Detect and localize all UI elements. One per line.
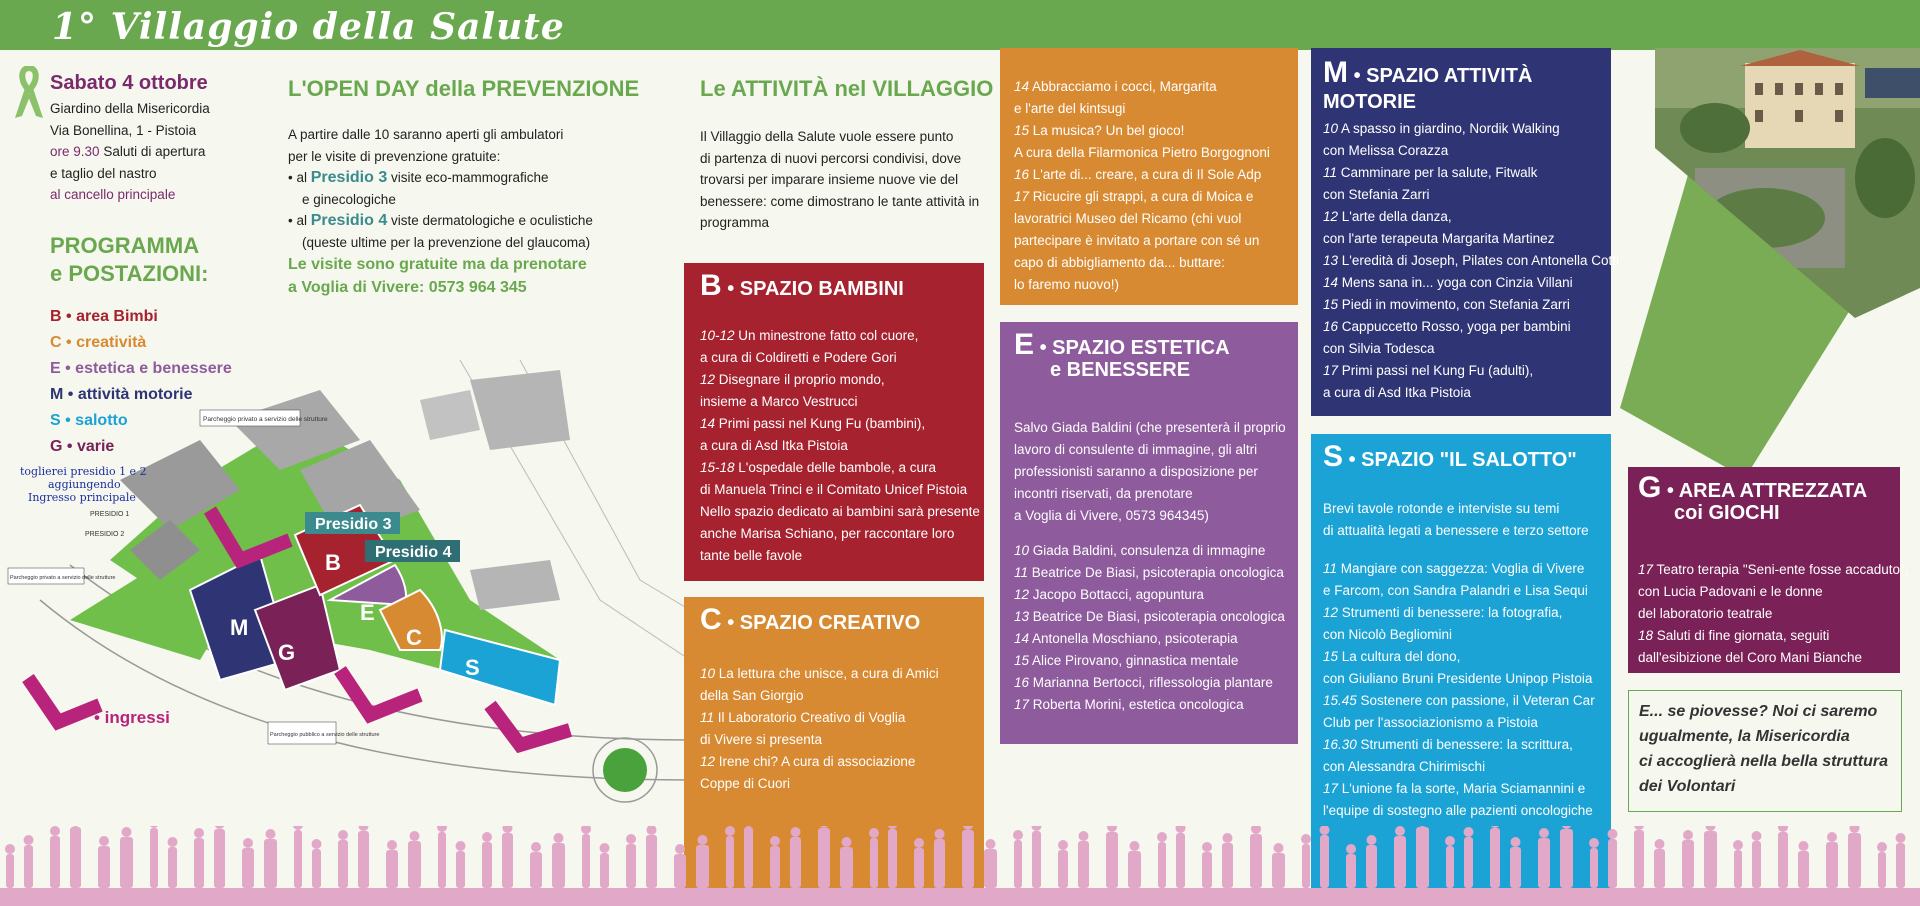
map-zone-e: E (360, 600, 375, 625)
map-zone-m: M (230, 615, 249, 640)
spazio-bambini-list: 10-12 Un minestrone fatto col cuore, a cura di Coldiretti e Podere Gori 12 Disegnare il proprio mondo, insieme a Marco Vestrucci 14 Primi passi nel Kung Fu (bambini), a cura di Asd Itka Pistoia 15-18 L'ospedale delle bambole, a cura di Manuela Trinci e il Comitato Unicef Pistoia Nello spazio dedicato ai bambini sarà presente anche Marisa Schiano, per raccontare loro tante belle favole (700, 328, 980, 563)
spazio-salotto-title: S • SPAZIO "IL SALOTTO" (1323, 440, 1577, 473)
area-giochi-list: 17 Teatro terapia "Seni-ente fosse accaduto", con Lucia Padovani e le donne del laboratorio teatrale 18 Saluti di fine giornata, seguiti dall'esibizione del Coro Mani Bianche (1638, 562, 1909, 665)
attivita-heading: Le ATTIVITÀ nel VILLAGGIO (700, 76, 994, 101)
map-note-2: aggiungendo (48, 478, 121, 491)
spazio-estetica-title: E • SPAZIO ESTETICA e BENESSERE (1014, 328, 1230, 381)
openday-text: A partire dalle 10 saranno aperti gli ambulatori per le visite di prevenzione gratuite: • al Presidio 3 visite eco-mammografiche e ginecologiche • al Presidio 4 viste dermatologiche e oculistiche (queste ultime per la prevenzione del glaucoma) Le visite sono gratuite ma da prenotare a Voglia di Vivere: 0573 964 345 (288, 127, 593, 296)
spazio-creativo-cont-list: 14 Abbracciamo i cocci, Margarita e l'arte del kintsugi 15 La musica? Un bel gioco! A cura della Filarmonica Pietro Borgognoni 16 L'arte di... creare, a cura di Il Sole Adp 17 Ricucire gli strappi, a cura di Moica e lavoratrici Museo del Ricamo (chi vuol partecipare è invitato a portare con sé un capo di abbigliamento da... buttare: lo faremo nuovo!) (1014, 79, 1270, 292)
legend-item-b: B • area Bimbi (50, 308, 158, 325)
bottom-strip (0, 888, 1920, 906)
spazio-estetica-panel (1000, 322, 1298, 744)
legend-item-e: E • estetica e benessere (50, 360, 232, 377)
rain-note-box (1628, 690, 1902, 812)
event-date: Sabato 4 ottobre (50, 72, 208, 94)
site-map (0, 360, 690, 830)
presidio-3-label: Presidio 3 (315, 516, 392, 533)
programma-heading: PROGRAMMA e POSTAZIONI: (50, 233, 209, 286)
legend-item-s: S • salotto (50, 412, 128, 429)
rain-note-text: E... se piovesse? Noi ci saremo ugualmente, la Misericordia ci accoglierà nella bella struttura dei Volontari (1639, 703, 1888, 795)
map-zone-s: S (465, 655, 480, 680)
ribbon-icon (12, 66, 46, 122)
page-title: 1° Villaggio della Salute (52, 6, 565, 48)
legend-item-c: C • creatività (50, 334, 147, 351)
map-zone-g: G (278, 640, 296, 665)
spazio-motorie-panel (1311, 48, 1620, 416)
spazio-salotto-intro: Brevi tavole rotonde e interviste su temi di attualità legati a benessere e terzo settore (1323, 501, 1589, 538)
map-zone-b: B (325, 550, 341, 575)
spazio-estetica-intro: Salvo Giada Baldini (che presenterà il proprio lavoro di consulente di immagine, gli altri professionisti saranno a disposizione per incontri riservati, da prenotare a Voglia di Vivere, 0573 964345) (1014, 420, 1286, 523)
map-note-1: toglierei presidio 1 e 2 (20, 465, 147, 478)
area-giochi-panel (1628, 467, 1909, 673)
ingressi-label: • ingressi (94, 708, 170, 727)
map-zone-c: C (406, 625, 422, 650)
spazio-motorie-list: 10 A spasso in giardino, Nordik Walking con Melissa Corazza 11 Camminare per la salute, Fitwalk con Stefania Zarri 12 L'arte della danza, con l'arte terapeuta Margarita Martinez 13 L'eredità di Joseph, Pilates con Antonella Cotti 14 Mens sana in... yoga con Cinzia Villani 15 Piedi in movimento, con Stefania Zarri 16 Cappuccetto Rosso, yoga per bambini con Silvia Todesca 17 Primi passi nel Kung Fu (adulti), a cura di Asd Itka Pistoia (1323, 121, 1620, 400)
presidio-4-label: Presidio 4 (375, 544, 452, 561)
map-parking-2: Parcheggio privato a servizio delle strutture (10, 575, 116, 581)
aerial-photo (1655, 48, 1920, 318)
openday-heading: L'OPEN DAY della PREVENZIONE (288, 76, 640, 101)
spazio-creativo-cont-panel (1000, 48, 1298, 305)
event-info: Giardino della Misericordia Via Bonellina, 1 - Pistoia ore 9.30 Saluti di apertura e taglio del nastro al cancello principale (50, 101, 210, 202)
map-parking-1: Parcheggio privato a servizio delle strutture (203, 416, 328, 423)
legend-item-m: M • attività motorie (50, 386, 193, 403)
spazio-bambini-panel (684, 263, 984, 581)
attivita-text: Il Villaggio della Salute vuole essere punto di partenza di nuovi percorsi condivisi, dove trovarsi per imparare insieme nuove vie del benessere: come dimostrano le tante attività in programma (700, 129, 980, 230)
spazio-creativo-list: 10 La lettura che unisce, a cura di Amici della San Giorgio 11 Il Laboratorio Creativo di Voglia di Vivere si presenta 12 Irene chi? A cura di associazione Coppe di Cuori (700, 666, 939, 791)
area-giochi-title: G • AREA ATTREZZATA coi GIOCHI (1638, 471, 1868, 524)
map-presidio-2: PRESIDIO 2 (85, 531, 125, 538)
legend-item-g: G • varie (50, 438, 115, 455)
spazio-salotto-list: 11 Mangiare con saggezza: Voglia di Vivere e Farcom, con Sandra Palandri e Lisa Sequi 12 Strumenti di benessere: la fotografia, con Nicolò Begliomini 15 La cultura del dono, con Giuliano Bruni Presidente Unipop Pistoia 15.45 Sostenere con passione, il Veteran Car Club per l'associazionismo a Pistoia 16.30 Strumenti di benessere: la scrittura, con Alessandra Chirimischi 17 L'unione fa la sorte, Maria Sciamannini e l'equipe di sostegno alle pazienti oncologiche (1323, 561, 1595, 818)
spazio-creativo-title: C • SPAZIO CREATIVO (700, 603, 921, 636)
spazio-bambini-title: B • SPAZIO BAMBINI (700, 269, 904, 302)
map-presidio-1: PRESIDIO 1 (90, 511, 130, 518)
map-note-3: Ingresso principale (28, 491, 136, 504)
spazio-motorie-title: M • SPAZIO ATTIVITÀ MOTORIE (1323, 56, 1533, 113)
spazio-estetica-list: 10 Giada Baldini, consulenza di immagine 11 Beatrice De Biasi, psicoterapia oncologica 12 Jacopo Bottacci, agopuntura 13 Beatrice De Biasi, psicoterapia oncologica 14 Antonella Moschiano, psicoterapia 15 Alice Pirovano, ginnastica mentale 16 Marianna Bertocci, riflessologia plantare 17 Roberta Morini, estetica oncologica (1014, 543, 1285, 712)
map-parking-3: Parcheggio pubblico a servizio delle strutture (270, 732, 380, 738)
